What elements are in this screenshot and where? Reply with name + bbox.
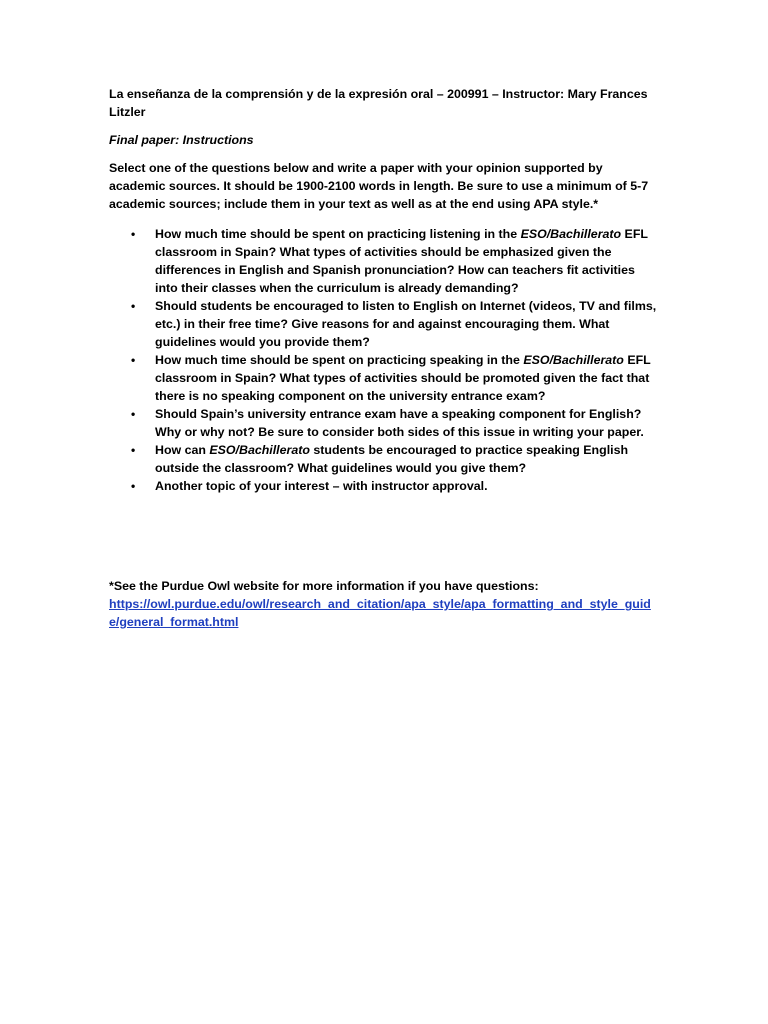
question-text: EFL classroom in Spain? What types of activities should be promoted given the fact that there is no speaking component on the university entrance exam? xyxy=(155,353,651,403)
question-italic: ESO/Bachillerato xyxy=(209,443,310,457)
question-italic: ESO/Bachillerato xyxy=(523,353,624,367)
question-list xyxy=(109,225,661,495)
intro-text: Select one of the questions below and write a paper with your opinion supported by academic sources. It should be 1900-2100 words in length. Be sure to use a minimum of 5-7 academic sources; include them in your text as well as at the end using APA style.* xyxy=(109,161,649,211)
question-text: Should Spain’s university entrance exam have a speaking component for English? Why or why not? Be sure to consider both sides of this issue in writing your paper. xyxy=(155,407,644,439)
list-item xyxy=(109,297,661,351)
bullet-icon: • xyxy=(131,227,136,241)
list-item xyxy=(109,441,661,477)
question-italic: ESO/Bachillerato xyxy=(520,227,622,241)
footnote xyxy=(109,577,661,631)
question-text: Another topic of your interest – with instructor approval. xyxy=(155,479,488,493)
bullet-icon: • xyxy=(131,407,136,421)
document-heading: La enseñanza de la comprensión y de la expresión oral – 200991 – Instructor: Mary Frances Litzler xyxy=(109,87,648,119)
bullet-icon: • xyxy=(131,353,136,367)
list-item xyxy=(109,225,661,297)
document-page xyxy=(109,85,661,631)
bullet-icon: • xyxy=(131,479,136,493)
list-item xyxy=(109,405,661,441)
question-text: Should students be encouraged to listen to English on Internet (videos, TV and films, etc.) in their free time? Give reasons for and against encouraging them. What guidelines would you provide them? xyxy=(155,299,657,349)
list-item xyxy=(109,351,661,405)
bullet-icon: • xyxy=(131,299,136,313)
bullet-icon: • xyxy=(131,443,136,457)
question-text: EFL classroom in Spain? What types of activities should be emphasized given the differences in English and Spanish pronunciation? How can teachers fit activities into their classes when the curriculum is already demanding? xyxy=(155,227,648,295)
question-text: students be encouraged to practice speaking English outside the classroom? What guidelines would you give them? xyxy=(155,443,629,475)
question-text: How can xyxy=(155,443,210,457)
list-item xyxy=(109,477,661,495)
intro-paragraph xyxy=(109,159,661,213)
footnote-text: *See the Purdue Owl website for more information if you have questions: xyxy=(109,579,539,593)
document-subheading: Final paper: Instructions xyxy=(109,133,254,147)
question-text: How much time should be spent on practicing speaking in the xyxy=(155,353,524,367)
question-text: How much time should be spent on practicing listening in the xyxy=(155,227,521,241)
purdue-owl-link[interactable]: https://owl.purdue.edu/owl/research_and_citation/apa_style/apa_formatting_and_style_guide/general_format.html xyxy=(109,597,651,629)
